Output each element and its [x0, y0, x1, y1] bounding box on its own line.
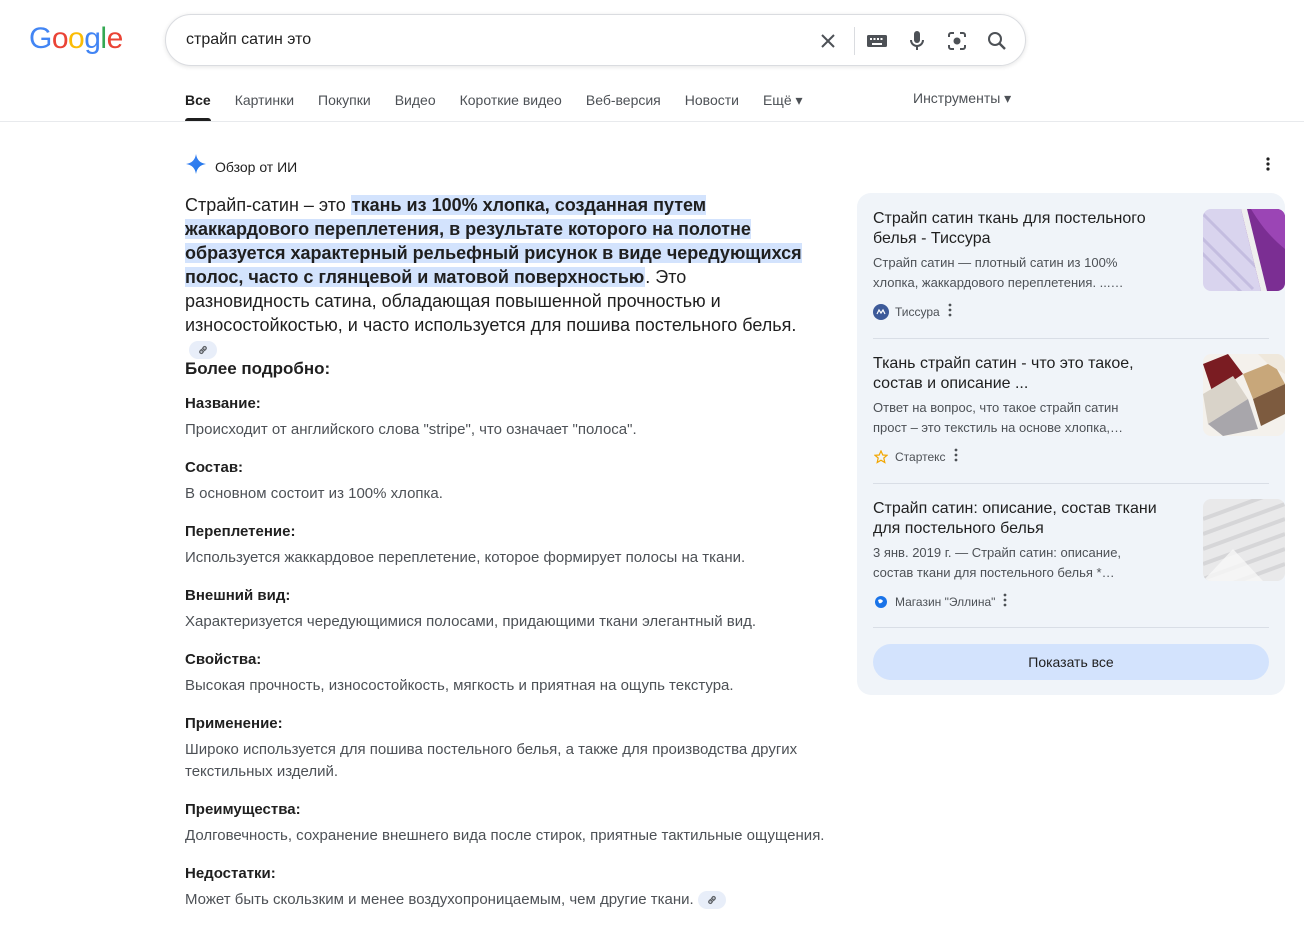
detail-item [185, 713, 825, 783]
detail-text-value: Может быть скользким и менее воздухопроницаемым, чем другие ткани. [185, 891, 694, 908]
show-all-button[interactable]: Показать все [873, 644, 1269, 680]
source-thumbnail[interactable] [1203, 209, 1285, 291]
microphone-icon[interactable] [904, 28, 930, 54]
detail-title: Преимущества: [185, 801, 301, 818]
detail-title: Применение: [185, 715, 283, 732]
search-input[interactable]: страйп сатин это [186, 31, 312, 48]
source-divider [873, 627, 1269, 628]
summary-rest: . Это разновидность сатина, обладающая повышенной прочностью и износостойкостью, и часто используется для пошива постельного белья. [185, 267, 797, 335]
detail-title: Переплетение: [185, 523, 296, 540]
tab-video[interactable]: Видео [394, 92, 436, 108]
globe-icon [873, 594, 889, 610]
source-thumbnail[interactable] [1203, 354, 1285, 436]
tab-more[interactable]: Ещё ▾ [762, 92, 803, 108]
tab-images[interactable]: Картинки [234, 92, 295, 108]
source-site: Тиссура [895, 304, 940, 319]
logo-letter: G [29, 22, 52, 55]
tab-news[interactable]: Новости [684, 92, 739, 108]
logo-letter: g [84, 22, 101, 55]
detail-text: Используется жаккардовое переплетение, которое формирует полосы на ткани. [185, 549, 746, 566]
detail-text: Характеризуется чередующимися полосами, придающими ткани элегантный вид. [185, 613, 757, 630]
detail-item [185, 521, 825, 569]
search-icon[interactable] [984, 28, 1010, 54]
logo-letter: o [68, 22, 85, 55]
source-title[interactable]: Страйп сатин ткань для постельного белья - Тиссура [873, 210, 1146, 247]
site-favicon-icon [873, 304, 889, 320]
source-meta [873, 303, 952, 320]
source-meta [873, 448, 958, 465]
summary-intro: Страйп-сатин – это [185, 195, 351, 215]
source-site: Стартекс [895, 449, 946, 464]
detail-item [185, 649, 825, 697]
header-divider [0, 121, 1304, 122]
logo-letter: o [51, 22, 69, 55]
source-snippet: Страйп сатин — плотный сатин из 100% хлопка, жаккардового переплетения. ...… [873, 255, 1124, 290]
source-divider [873, 338, 1269, 339]
summary-highlight: ткань из 100% хлопка, созданная путем жаккардового переплетения, в результате которого на полотне образуется характерный рельефный рисунок в виде чередующихся полос, часто с глянцевой и матовой поверхностью [185, 195, 802, 287]
more-options-icon[interactable] [1266, 156, 1270, 177]
source-title[interactable]: Страйп сатин: описание, состав ткани для постельного белья [873, 500, 1157, 537]
ai-overview-label: Обзор от ИИ [215, 158, 298, 175]
detail-text: В основном состоит из 100% хлопка. [185, 485, 443, 502]
detail-item [185, 799, 825, 847]
logo-letter: e [106, 22, 123, 55]
details-list [185, 393, 825, 927]
detail-title: Состав: [185, 459, 244, 476]
detail-item [185, 457, 825, 505]
source-card[interactable] [873, 499, 1269, 619]
detail-text [185, 889, 825, 911]
more-details-heading: Более подробно: [185, 359, 331, 378]
source-link-icon[interactable] [189, 341, 217, 359]
google-logo[interactable] [29, 22, 123, 56]
ai-summary [185, 193, 810, 361]
detail-title: Название: [185, 395, 261, 412]
source-meta [873, 593, 1007, 610]
keyboard-icon[interactable] [864, 28, 890, 54]
camera-lens-icon[interactable] [944, 28, 970, 54]
source-menu-icon[interactable] [948, 303, 952, 320]
detail-title: Недостатки: [185, 865, 276, 882]
tab-web[interactable]: Веб-версия [585, 92, 661, 108]
source-snippet: Ответ на вопрос, что такое страйп сатин прост – это текстиль на основе хлопка,… [873, 400, 1124, 435]
source-divider [873, 483, 1269, 484]
source-menu-icon[interactable] [954, 448, 958, 465]
detail-item [185, 393, 825, 441]
search-tabs [185, 90, 827, 121]
source-card[interactable] [873, 209, 1269, 329]
tab-all[interactable]: Все [185, 90, 211, 121]
detail-title: Свойства: [185, 651, 262, 668]
detail-item [185, 585, 825, 633]
star-icon [873, 449, 889, 465]
logo-letter: l [100, 22, 107, 55]
detail-text: Происходит от английского слова "stripe", что означает "полоса". [185, 421, 637, 438]
tools-button[interactable]: Инструменты ▾ [913, 90, 1012, 106]
ai-overview-header [185, 153, 297, 180]
source-title[interactable]: Ткань страйп сатин - что это такое, состав и описание ... [873, 355, 1134, 392]
sources-panel [857, 193, 1285, 695]
search-divider [854, 27, 855, 55]
detail-title: Внешний вид: [185, 587, 291, 604]
source-card[interactable] [873, 354, 1269, 474]
tab-short-videos[interactable]: Короткие видео [459, 92, 562, 108]
source-site: Магазин "Эллина" [895, 594, 996, 609]
detail-text: Долговечность, сохранение внешнего вида после стирок, приятные тактильные ощущения. [185, 827, 825, 844]
source-menu-icon[interactable] [1003, 593, 1007, 610]
detail-item [185, 863, 825, 911]
tab-shopping[interactable]: Покупки [318, 92, 371, 108]
detail-text: Широко используется для пошива постельного белья, а также для производства других текстильных изделий. [185, 741, 798, 780]
source-snippet: 3 янв. 2019 г. — Страйп сатин: описание, состав ткани для постельного белья *… [873, 545, 1122, 580]
clear-icon[interactable] [815, 28, 841, 54]
detail-text: Высокая прочность, износостойкость, мягкость и приятная на ощупь текстура. [185, 677, 734, 694]
source-link-icon[interactable] [698, 891, 726, 909]
search-box[interactable] [165, 14, 1026, 66]
source-thumbnail[interactable] [1203, 499, 1285, 581]
sparkle-icon [185, 153, 207, 180]
